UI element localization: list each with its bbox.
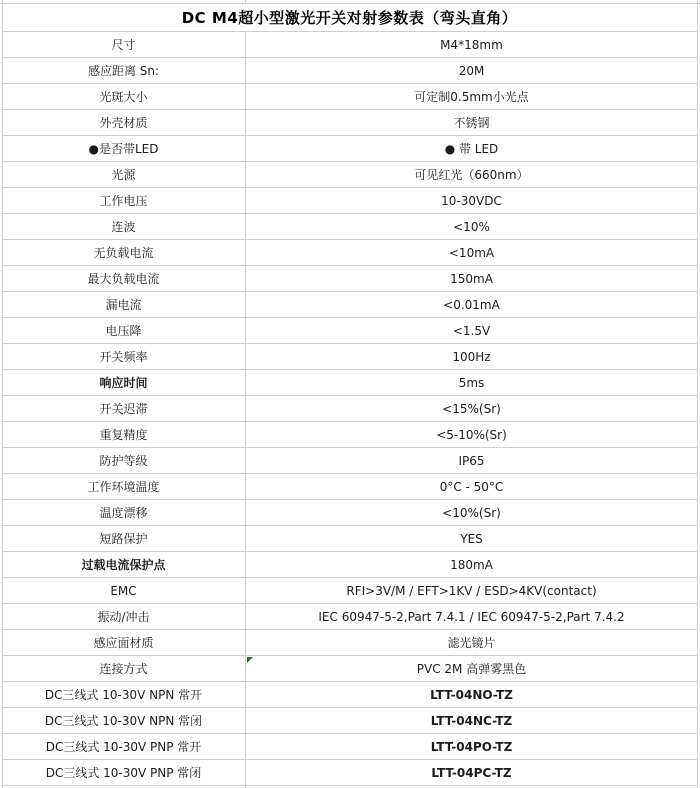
param-value-cell[interactable]: LTT-04PC-TZ: [245, 760, 697, 785]
table-row: [2, 162, 697, 188]
table-row: [2, 474, 697, 500]
table-row: [2, 110, 697, 136]
param-label-cell[interactable]: 开关迟滞: [99, 402, 148, 416]
table-row: [2, 370, 697, 396]
param-label-cell[interactable]: 振动/冲击: [97, 610, 150, 624]
param-value-cell[interactable]: LTT-04PO-TZ: [245, 734, 697, 759]
param-label-cell[interactable]: 响应时间: [99, 376, 148, 390]
param-value-cell[interactable]: PVC 2M 高弹雾黑色: [245, 656, 697, 681]
table-row: [2, 500, 697, 526]
table-row: [2, 136, 697, 162]
table-row: [2, 214, 697, 240]
param-value-cell[interactable]: YES: [245, 526, 697, 551]
param-value-cell[interactable]: ● 带 LED: [245, 136, 697, 161]
param-label-cell[interactable]: 重复精度: [99, 428, 148, 442]
param-label-cell[interactable]: 光源: [111, 168, 136, 182]
param-label-cell[interactable]: 连波: [111, 220, 136, 234]
param-value-cell[interactable]: 5ms: [245, 370, 697, 395]
param-value-cell[interactable]: <15%(Sr): [245, 396, 697, 421]
param-value-cell[interactable]: 180mA: [245, 552, 697, 577]
table-row: [2, 58, 697, 84]
param-value-cell[interactable]: IP65: [245, 448, 697, 473]
param-value-cell[interactable]: <5-10%(Sr): [245, 422, 697, 447]
param-value-cell[interactable]: 20M: [245, 58, 697, 83]
table-title-cell[interactable]: DC M4超小型激光开关对射参数表（弯头直角）: [2, 3, 697, 32]
table-row: [2, 396, 697, 422]
table-row: [2, 734, 697, 760]
table-row: [2, 760, 697, 786]
param-label-cell[interactable]: 电压降: [105, 324, 142, 338]
param-label-cell[interactable]: 光斑大小: [99, 90, 148, 104]
table-row: [2, 240, 697, 266]
param-label-cell[interactable]: 防护等级: [99, 454, 148, 468]
param-label-cell[interactable]: 漏电流: [105, 298, 142, 312]
table-row: [2, 188, 697, 214]
param-label-cell[interactable]: 无负载电流: [93, 246, 154, 260]
param-label-cell[interactable]: DC三线式 10-30V NPN 常开: [44, 688, 203, 702]
param-value-cell[interactable]: 10-30VDC: [245, 188, 697, 213]
param-label-cell[interactable]: 尺寸: [111, 38, 136, 52]
table-row: [2, 708, 697, 734]
table-row: [2, 656, 697, 682]
param-value-cell[interactable]: LTT-04NC-TZ: [245, 708, 697, 733]
table-row: [2, 422, 697, 448]
param-label-cell[interactable]: ●是否带LED: [88, 142, 159, 156]
param-label-cell[interactable]: 连接方式: [99, 662, 148, 676]
param-label-cell[interactable]: 短路保护: [99, 532, 148, 546]
table-row: [2, 552, 697, 578]
spec-table: [2, 3, 697, 786]
param-value-cell[interactable]: <10mA: [245, 240, 697, 265]
param-label-cell[interactable]: 外壳材质: [99, 116, 148, 130]
param-label-cell[interactable]: DC三线式 10-30V PNP 常闭: [45, 766, 202, 780]
param-label-cell[interactable]: 工作电压: [99, 194, 148, 208]
param-value-cell[interactable]: LTT-04NO-TZ: [245, 682, 697, 707]
table-body: [2, 32, 697, 786]
param-value-cell[interactable]: 滤光镜片: [245, 630, 697, 655]
param-value-cell[interactable]: 0°C - 50°C: [245, 474, 697, 499]
table-row: [2, 578, 697, 604]
param-value-cell[interactable]: <10%: [245, 214, 697, 239]
table-row: [2, 344, 697, 370]
param-value-cell[interactable]: 150mA: [245, 266, 697, 291]
param-value-cell[interactable]: 可见红光（660nm）: [245, 162, 697, 187]
table-row: [2, 682, 697, 708]
param-label-cell[interactable]: 开关频率: [99, 350, 148, 364]
table-row: [2, 604, 697, 630]
table-row: [2, 630, 697, 656]
param-label-cell[interactable]: 工作环境温度: [87, 480, 160, 494]
param-value-cell[interactable]: 100Hz: [245, 344, 697, 369]
right-gridline: [697, 0, 698, 788]
table-row: [2, 32, 697, 58]
param-value-cell[interactable]: <0.01mA: [245, 292, 697, 317]
table-row: [2, 448, 697, 474]
param-value-cell[interactable]: <10%(Sr): [245, 500, 697, 525]
param-label-cell[interactable]: DC三线式 10-30V NPN 常闭: [44, 714, 203, 728]
table-row: [2, 526, 697, 552]
param-value-cell[interactable]: 不锈钢: [245, 110, 697, 135]
param-value-cell[interactable]: IEC 60947-5-2,Part 7.4.1 / IEC 60947-5-2,Part 7.4.2: [245, 604, 697, 629]
param-label-cell[interactable]: 过载电流保护点: [81, 558, 166, 572]
table-row: [2, 84, 697, 110]
param-label-cell[interactable]: 感应距离 Sn:: [87, 64, 160, 78]
param-label-cell[interactable]: 感应面材质: [93, 636, 154, 650]
param-value-cell[interactable]: M4*18mm: [245, 32, 697, 57]
table-row: [2, 318, 697, 344]
param-value-cell[interactable]: 可定制0.5mm小光点: [245, 84, 697, 109]
param-label-cell[interactable]: 温度漂移: [99, 506, 148, 520]
table-row: [2, 266, 697, 292]
param-label-cell[interactable]: EMC: [110, 583, 137, 598]
cell-error-triangle-icon: [247, 657, 253, 663]
table-row: [2, 292, 697, 318]
param-label-cell[interactable]: 最大负载电流: [87, 272, 160, 286]
param-value-cell[interactable]: <1.5V: [245, 318, 697, 343]
param-value-cell[interactable]: RFI>3V/M / EFT>1KV / ESD>4KV(contact): [245, 578, 697, 603]
param-label-cell[interactable]: DC三线式 10-30V PNP 常开: [45, 740, 202, 754]
